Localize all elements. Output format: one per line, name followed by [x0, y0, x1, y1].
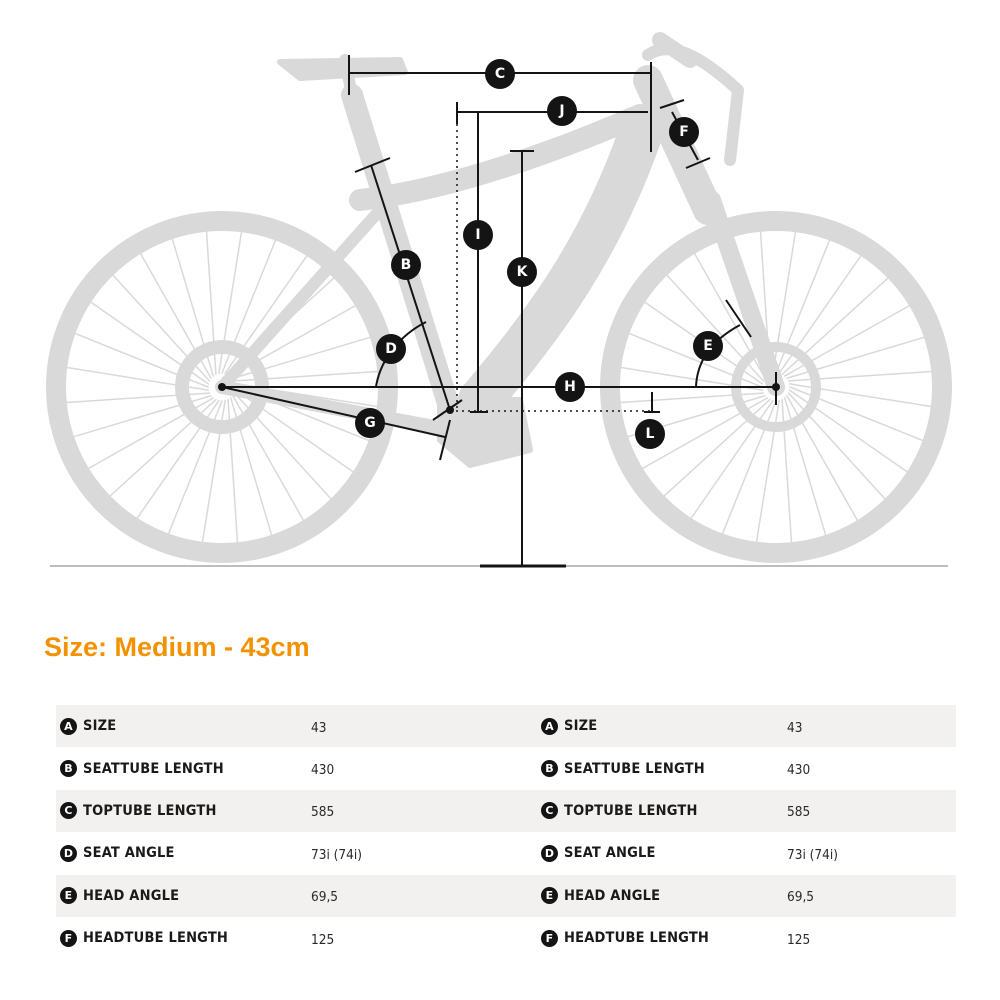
- spec-value: 43: [311, 719, 327, 736]
- bike-silhouette: [56, 40, 942, 553]
- spec-badge: E: [60, 887, 77, 904]
- marker-d: [376, 334, 406, 364]
- marker-j-label: J: [559, 103, 565, 119]
- marker-c: [485, 59, 515, 89]
- spec-value: 585: [311, 804, 335, 821]
- spec-value: 125: [787, 931, 811, 948]
- marker-e-label: E: [703, 338, 713, 354]
- bb-dot: [446, 406, 454, 414]
- spec-label: SEATTUBE LENGTH: [83, 760, 224, 777]
- saddle: [280, 60, 405, 78]
- spec-label-cell: [537, 802, 787, 819]
- marker-d-label: D: [385, 341, 397, 357]
- marker-f: [669, 117, 699, 147]
- spec-badge: D: [60, 845, 77, 862]
- spec-badge: F: [541, 930, 558, 947]
- spec-label-cell: [56, 718, 311, 735]
- spec-value: 125: [311, 931, 335, 948]
- spec-value: 69,5: [311, 889, 339, 906]
- table-row: [56, 875, 956, 917]
- table-row: [56, 705, 956, 747]
- spec-label-cell: [537, 887, 787, 904]
- spec-value: 43: [787, 719, 803, 736]
- size-heading: Size: Medium - 43cm: [44, 632, 310, 662]
- marker-c-label: C: [494, 66, 506, 82]
- spec-badge: A: [60, 718, 77, 735]
- spec-value: 430: [311, 762, 335, 779]
- spec-label: SEAT ANGLE: [83, 845, 175, 862]
- marker-h-label: H: [564, 379, 576, 395]
- geometry-table: [56, 705, 956, 959]
- table-row: [56, 832, 956, 874]
- spec-badge: C: [541, 802, 558, 819]
- spec-value: 73i (74i): [311, 846, 362, 863]
- marker-i: [463, 220, 493, 250]
- spec-value: 73i (74i): [787, 846, 838, 863]
- marker-i-label: I: [475, 227, 481, 243]
- spec-badge: C: [60, 802, 77, 819]
- marker-l: [635, 419, 665, 449]
- spec-label-cell: [537, 760, 787, 777]
- marker-g: [355, 408, 385, 438]
- spec-label: HEAD ANGLE: [564, 887, 661, 904]
- spec-label-cell: [56, 760, 311, 777]
- marker-h: [555, 372, 585, 402]
- spec-badge: B: [60, 760, 77, 777]
- spec-label-cell: [56, 930, 311, 947]
- table-row: [56, 747, 956, 789]
- spec-badge: A: [541, 718, 558, 735]
- spec-label: TOPTUBE LENGTH: [564, 802, 698, 819]
- spec-label: SEAT ANGLE: [564, 845, 656, 862]
- spec-badge: D: [541, 845, 558, 862]
- spec-label-cell: [56, 802, 311, 819]
- marker-k: [507, 257, 537, 287]
- spec-label-cell: [56, 887, 311, 904]
- spec-label: SEATTUBE LENGTH: [564, 760, 705, 777]
- marker-j: [547, 96, 577, 126]
- stem: [660, 40, 690, 60]
- spec-label-cell: [537, 718, 787, 735]
- marker-b: [391, 250, 421, 280]
- marker-l-label: L: [645, 426, 655, 442]
- spec-label: SIZE: [564, 718, 598, 735]
- front-axle-dot: [772, 383, 780, 391]
- spec-badge: E: [541, 887, 558, 904]
- spec-value: 69,5: [787, 889, 815, 906]
- spec-label: HEADTUBE LENGTH: [564, 930, 710, 947]
- spec-value: 430: [787, 762, 811, 779]
- table-row: [56, 790, 956, 832]
- marker-f-label: F: [679, 124, 689, 140]
- rear-axle-dot: [218, 383, 226, 391]
- spec-label-cell: [56, 845, 311, 862]
- spec-badge: F: [60, 930, 77, 947]
- marker-k-label: K: [516, 264, 528, 280]
- marker-b-label: B: [400, 257, 412, 273]
- marker-e: [693, 331, 723, 361]
- spec-label: HEADTUBE LENGTH: [83, 930, 229, 947]
- spec-label: TOPTUBE LENGTH: [83, 802, 217, 819]
- spec-label-cell: [537, 930, 787, 947]
- spec-label-cell: [537, 845, 787, 862]
- marker-g-label: G: [364, 415, 376, 431]
- spec-label: SIZE: [83, 718, 117, 735]
- spec-value: 585: [787, 804, 811, 821]
- spec-label: HEAD ANGLE: [83, 887, 180, 904]
- spec-badge: B: [541, 760, 558, 777]
- table-row: [56, 917, 956, 959]
